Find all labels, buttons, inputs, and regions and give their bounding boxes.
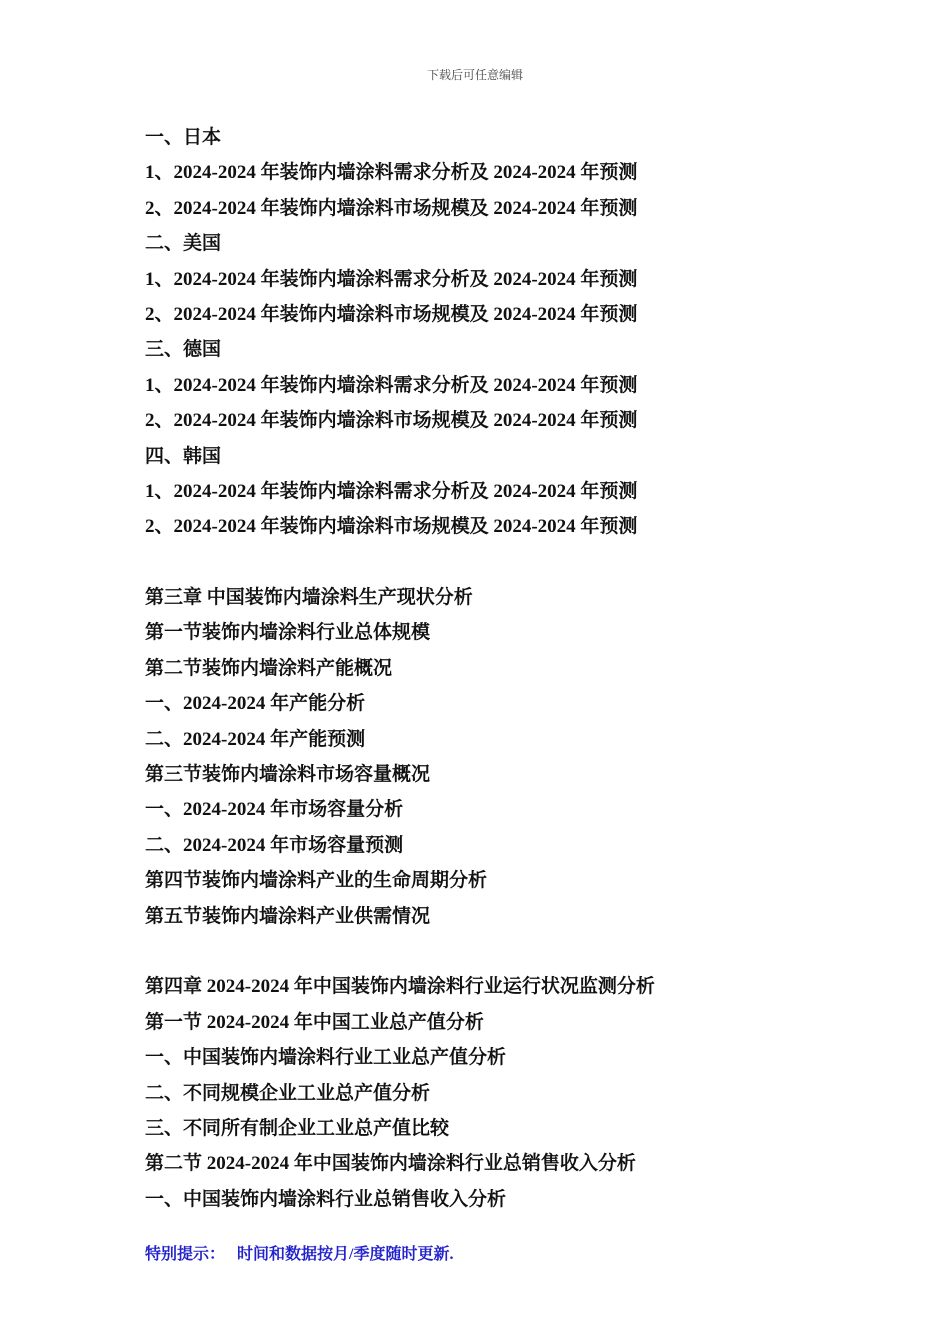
- heading-usa: 二、美国: [145, 233, 222, 255]
- chapter-title: 第四章 2024-2024 年中国装饰内墙涂料行业运行状况监测分析: [145, 976, 655, 998]
- section-title: 第一节 2024-2024 年中国工业总产值分析: [145, 1011, 484, 1033]
- list-item: 2、2024-2024 年装饰内墙涂料市场规模及 2024-2024 年预测: [145, 410, 638, 432]
- list-item: 一、2024-2024 年产能分析: [145, 693, 366, 715]
- list-item: 1、2024-2024 年装饰内墙涂料需求分析及 2024-2024 年预测: [145, 480, 638, 502]
- list-item: 二、2024-2024 年产能预测: [145, 728, 366, 750]
- list-item: 2、2024-2024 年装饰内墙涂料市场规模及 2024-2024 年预测: [145, 516, 638, 538]
- heading-japan: 一、日本: [145, 127, 222, 148]
- section-title: 第一节装饰内墙涂料行业总体规模: [145, 622, 431, 644]
- section-spacer: [145, 934, 845, 969]
- list-item: 二、2024-2024 年市场容量预测: [145, 834, 404, 856]
- heading-germany: 三、德国: [145, 339, 222, 361]
- list-item: 一、2024-2024 年市场容量分析: [145, 799, 404, 821]
- special-notice: [145, 1241, 453, 1264]
- section-spacer: [145, 545, 845, 580]
- list-item: 二、不同规模企业工业总产值分析: [145, 1082, 431, 1104]
- section-title: 第三节装饰内墙涂料市场容量概况: [145, 764, 431, 786]
- list-item: 2、2024-2024 年装饰内墙涂料市场规模及 2024-2024 年预测: [145, 303, 638, 325]
- page-header-note: 下载后可任意编辑: [426, 68, 523, 82]
- list-item: 1、2024-2024 年装饰内墙涂料需求分析及 2024-2024 年预测: [145, 374, 638, 396]
- special-notice-label: 特别提示：: [145, 1246, 226, 1263]
- list-item: 三、不同所有制企业工业总产值比较: [145, 1117, 450, 1139]
- list-item: 1、2024-2024 年装饰内墙涂料需求分析及 2024-2024 年预测: [145, 162, 638, 184]
- list-item: 一、中国装饰内墙涂料行业工业总产值分析: [145, 1047, 507, 1069]
- section-countries: [145, 120, 845, 545]
- section-title: 第四节装饰内墙涂料产业的生命周期分析: [145, 870, 488, 892]
- section-chapter-3: [145, 580, 845, 934]
- document-body: [145, 120, 845, 1217]
- list-item: 2、2024-2024 年装饰内墙涂料市场规模及 2024-2024 年预测: [145, 197, 638, 219]
- list-item: 1、2024-2024 年装饰内墙涂料需求分析及 2024-2024 年预测: [145, 268, 638, 290]
- special-notice-text: 时间和数据按月/季度随时更新.: [237, 1246, 454, 1263]
- section-chapter-4: [145, 969, 845, 1217]
- section-title: 第二节 2024-2024 年中国装饰内墙涂料行业总销售收入分析: [145, 1153, 636, 1175]
- chapter-title: 第三章 中国装饰内墙涂料生产现状分析: [145, 587, 473, 609]
- list-item: 一、中国装饰内墙涂料行业总销售收入分析: [145, 1188, 507, 1210]
- section-title: 第二节装饰内墙涂料产能概况: [145, 657, 393, 679]
- section-title: 第五节装饰内墙涂料产业供需情况: [145, 905, 431, 927]
- heading-korea: 四、韩国: [145, 445, 222, 467]
